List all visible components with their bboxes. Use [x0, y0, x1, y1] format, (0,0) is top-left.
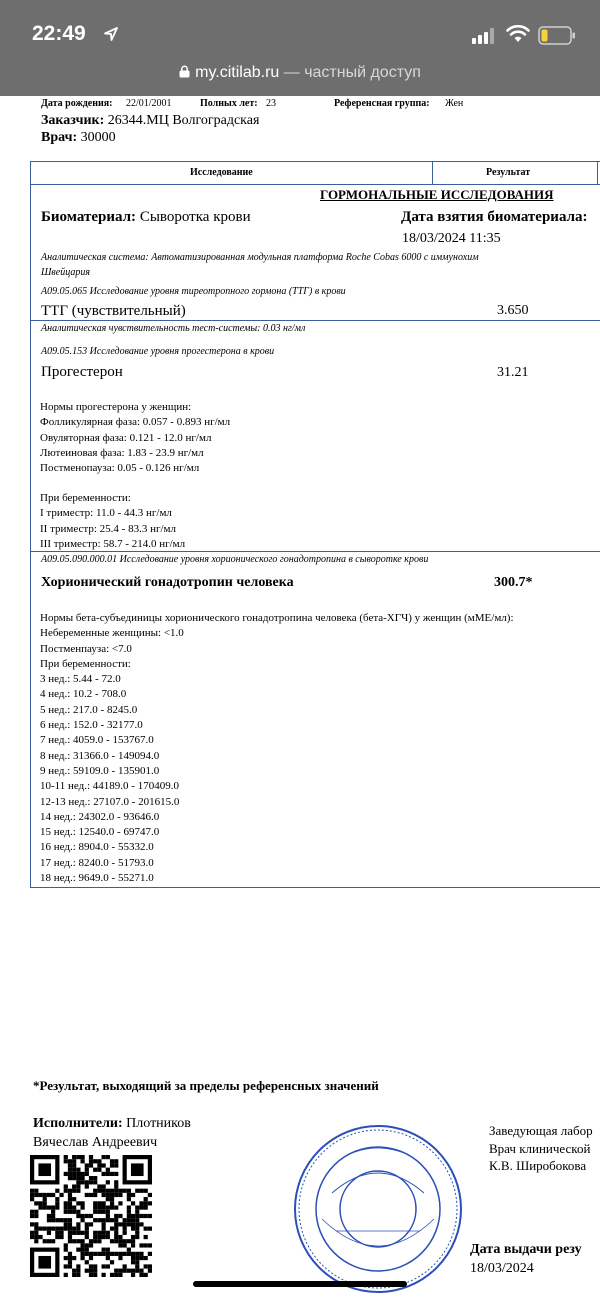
dob-label: Дата рождения:	[41, 98, 113, 109]
issue-date-label: Дата выдачи резу	[470, 1242, 582, 1257]
norm-line: Постменопауза: 0.05 - 0.126 нг/мл	[40, 462, 200, 475]
wifi-icon	[506, 25, 530, 43]
analytic-system-line2: Швейцария	[41, 267, 90, 278]
norm-line: 8 нед.: 31366.0 - 149094.0	[40, 749, 160, 762]
tsh-name: ТТГ (чувствительный)	[41, 303, 186, 319]
ref-group-label: Референсная группа:	[334, 98, 430, 109]
biomaterial-value: Сыворотка крови	[139, 209, 251, 225]
dob-value: 22/01/2001	[126, 98, 172, 109]
biomaterial-row	[41, 209, 251, 226]
norm-line: 5 нед.: 217.0 - 8245.0	[40, 703, 138, 716]
qr-finder-pattern	[38, 1163, 51, 1176]
table-header-divider-right	[597, 161, 598, 184]
norm-line: При беременности:	[40, 492, 131, 504]
norm-line: 17 нед.: 8240.0 - 51793.0	[40, 856, 154, 869]
norm-line: 7 нед.: 4059.0 - 153767.0	[40, 734, 154, 747]
status-time: 22:49	[32, 22, 86, 45]
norm-line: 12-13 нед.: 27107.0 - 201615.0	[40, 795, 180, 808]
age-value: 23	[266, 98, 276, 109]
norm-line: 14 нед.: 24302.0 - 93646.0	[40, 810, 160, 823]
performers-row	[33, 1116, 191, 1132]
lab-report-document	[0, 96, 600, 1297]
norm-line: 3 нед.: 5.44 - 72.0	[40, 673, 121, 686]
qr-code	[30, 1155, 152, 1277]
progesterone-pregnancy-norms	[40, 491, 185, 552]
company-stamp	[292, 1123, 464, 1295]
doctor-value: 30000	[80, 130, 116, 145]
performers-line1: Плотников	[126, 1116, 191, 1131]
home-indicator[interactable]	[193, 1281, 407, 1287]
norm-line: 15 нед.: 12540.0 - 69747.0	[40, 826, 160, 839]
progesterone-row-border	[30, 551, 600, 552]
customer-label: Заказчик:	[41, 113, 105, 128]
customer-row	[41, 113, 259, 129]
norm-line: Фолликулярная фаза: 0.057 - 0.893 нг/мл	[40, 416, 231, 429]
norm-line: 16 нед.: 8904.0 - 55332.0	[40, 841, 154, 854]
doctor-label: Врач:	[41, 130, 78, 145]
performers-label: Исполнители:	[33, 1116, 123, 1131]
table-top-border	[30, 161, 600, 162]
battery-icon	[538, 26, 576, 45]
url-private-label: — частный доступ	[279, 64, 421, 81]
tsh-row-border	[30, 320, 600, 321]
progesterone-code: A09.05.153 Исследование уровня прогестерона в крови	[41, 346, 275, 357]
norm-line: Небеременные женщины: <1.0	[40, 627, 184, 640]
norm-line: 6 нед.: 152.0 - 32177.0	[40, 719, 143, 732]
hcg-result: 300.7*	[494, 575, 533, 590]
column-header-study: Исследование	[190, 167, 253, 178]
table-header-divider	[432, 161, 433, 184]
norm-line: 4 нед.: 10.2 - 708.0	[40, 688, 127, 701]
cellular-signal-icon	[472, 28, 498, 44]
footnote: *Результат, выходящий за пределы референсных значений	[33, 1078, 379, 1093]
sample-date-label: Дата взятия биоматериала:	[401, 209, 588, 225]
tsh-sensitivity-note: Аналитическая чувствительность тест-системы: 0.03 нг/мл	[41, 323, 306, 334]
tsh-result: 3.650	[497, 303, 529, 318]
doctor-row	[41, 130, 116, 146]
biomaterial-label: Биоматериал:	[41, 209, 137, 225]
norm-line: 10-11 нед.: 44189.0 - 170409.0	[40, 780, 179, 793]
progesterone-norms	[40, 400, 230, 476]
sample-date-value: 18/03/2024 11:35	[402, 231, 501, 246]
age-label: Полных лет:	[200, 98, 258, 109]
progesterone-result: 31.21	[497, 365, 529, 380]
table-header-border	[30, 184, 600, 185]
head-line1: Заведующая лабор	[489, 1123, 593, 1138]
hcg-name: Хорионический гонадотропин человека	[41, 575, 294, 590]
norm-line: III триместр: 58.7 - 214.0 нг/мл	[40, 537, 186, 550]
qr-finder-pattern	[131, 1163, 144, 1176]
section-title: ГОРМОНАЛЬНЫЕ ИССЛЕДОВАНИЯ	[320, 187, 554, 202]
norm-line: 18 нед.: 9649.0 - 55271.0	[40, 872, 154, 885]
qr-finder-pattern	[38, 1256, 51, 1269]
browser-top-bar	[0, 0, 600, 96]
norm-line: Нормы прогестерона у женщин:	[40, 401, 192, 413]
norm-line: Постменпауза: <7.0	[40, 642, 132, 655]
norm-line: При беременности:	[40, 657, 131, 670]
norm-line: 9 нед.: 59109.0 - 135901.0	[40, 764, 160, 777]
lock-icon	[179, 65, 190, 78]
hcg-code: A09.05.090.000.01 Исследование уровня хорионического гонадотропина в сыворотке крови	[41, 554, 429, 565]
table-left-border	[30, 161, 31, 887]
progesterone-name: Прогестерон	[41, 364, 123, 380]
analytic-system-line1: Аналитическая система: Автоматизированная модульная платформа Roche Cobas 6000 с иммунохим	[41, 252, 479, 263]
norm-line: I триместр: 11.0 - 44.3 нг/мл	[40, 507, 172, 520]
norm-line: Нормы бета-субъединицы хорионического гонадотропина человека (бета-ХГЧ) у женщин (мМЕ/мл):	[40, 612, 514, 624]
table-bottom-border	[30, 887, 600, 888]
tsh-code: A09.05.065 Исследование уровня тиреотропного гормона (ТТГ) в крови	[41, 286, 346, 297]
customer-value: 26344.МЦ Волгоградская	[107, 113, 260, 128]
column-header-result: Результат	[486, 167, 531, 178]
hcg-norms	[40, 611, 514, 886]
ref-group-value: Жен	[445, 98, 464, 109]
url-bar[interactable]	[0, 64, 600, 82]
norm-line: Овуляторная фаза: 0.121 - 12.0 нг/мл	[40, 431, 212, 444]
norm-line: II триместр: 25.4 - 83.3 нг/мл	[40, 522, 176, 535]
performers-line2: Вячеслав Андреевич	[33, 1135, 158, 1150]
head-line3: К.В. Широбокова	[489, 1158, 587, 1173]
norm-line: Лютеиновая фаза: 1.83 - 23.9 нг/мл	[40, 446, 204, 459]
url-host: my.citilab.ru	[195, 64, 280, 81]
head-line2: Врач клинической	[489, 1141, 591, 1156]
issue-date-value: 18/03/2024	[470, 1261, 534, 1276]
location-arrow-icon	[103, 26, 119, 42]
